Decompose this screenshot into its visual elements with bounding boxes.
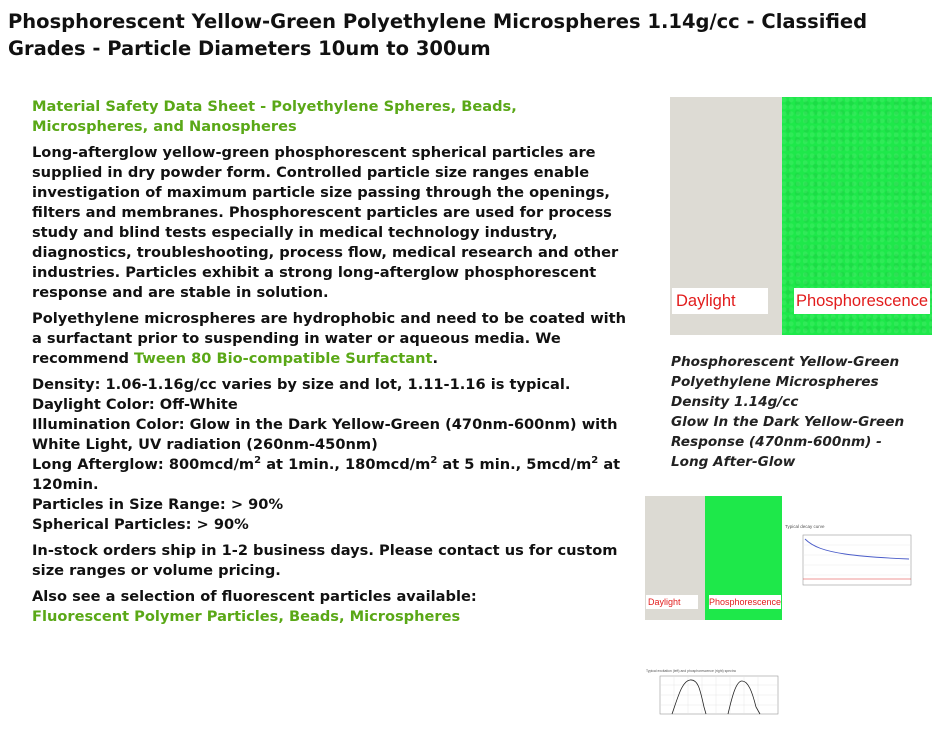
msds-link[interactable]: Material Safety Data Sheet - Polyethylene Spheres, Beads, Microspheres, and Nanospheres — [32, 98, 517, 135]
product-description — [32, 97, 627, 633]
surfactant-end: . — [432, 350, 438, 367]
spec-size-range: Particles in Size Range: > 90% — [32, 496, 284, 513]
caption-line-1: Phosphorescent Yellow-Green Polyethylene Microspheres Density 1.14g/cc — [671, 354, 900, 410]
spec-illumination-color: Illumination Color: Glow in the Dark Yellow-Green (470nm-600nm) with White Light, UV radiation (260nm-450nm) — [32, 416, 618, 453]
spectra-chart-title: Typical excitation (left) and phosphorescence (right) spectra — [646, 669, 736, 673]
phosphorescence-label-small: Phosphorescence — [709, 597, 782, 607]
decay-curve-thumbnail[interactable] — [785, 523, 917, 595]
shipping-paragraph: In-stock orders ship in 1-2 business days. Please contact us for custom size ranges or volume pricing. — [32, 542, 618, 579]
daylight-phosphorescence-thumbnail[interactable] — [645, 496, 782, 620]
spec-list — [32, 375, 627, 535]
surfactant-text: Polyethylene microspheres are hydrophobic and need to be coated with a surfactant prior to suspending in water or aqueous media. We recommend — [32, 310, 627, 367]
spec-afterglow: Long Afterglow: $800mcd/m^2$ at 1min., $180mcd/m^2$ at 5 min., $5mcd/m^2$ at 120min. — [32, 455, 621, 493]
spectra-thumbnail[interactable] — [644, 667, 784, 725]
phosphorescence-label: Phosphorescence — [794, 288, 930, 314]
daylight-label: Daylight — [672, 288, 768, 314]
decay-chart-title: Typical decay curve — [785, 524, 825, 529]
daylight-label-small: Daylight — [646, 595, 698, 609]
spec-spherical: Spherical Particles: > 90% — [32, 516, 249, 533]
spec-daylight-color: Daylight Color: Off-White — [32, 396, 238, 413]
tween-80-link[interactable]: Tween 80 Bio-compatible Surfactant — [134, 350, 433, 367]
caption-line-2: Glow In the Dark Yellow-Green Response (470nm-600nm) - Long After-Glow — [671, 414, 905, 470]
surfactant-paragraph — [32, 309, 627, 369]
image-caption — [671, 352, 921, 472]
also-see-text: Also see a selection of fluorescent particles available: — [32, 588, 477, 605]
page-title: Phosphorescent Yellow-Green Polyethylene Microspheres 1.14g/cc - Classified Grades - Particle Diameters 10um to 300um — [8, 10, 868, 60]
decay-plot-area — [803, 535, 911, 585]
daylight-phosphorescence-image[interactable] — [670, 97, 932, 335]
spec-density: Density: 1.06-1.16g/cc varies by size and lot, 1.11-1.16 is typical. — [32, 376, 571, 393]
intro-paragraph: Long-afterglow yellow-green phosphorescent spherical particles are supplied in dry powder form. Controlled particle size ranges enable investigation of maximum particle size passing through the openings, filters and membranes. Phosphorescent particles are used for process study and blind tests especially in medical technology industry, diagnostics, troubleshooting, process flow, medical research and other industries. Particles exhibit a strong long-afterglow phosphorescent response and are stable in solution. — [32, 144, 619, 301]
fluorescent-link[interactable]: Fluorescent Polymer Particles, Beads, Microspheres — [32, 608, 461, 625]
also-see-paragraph — [32, 587, 627, 627]
